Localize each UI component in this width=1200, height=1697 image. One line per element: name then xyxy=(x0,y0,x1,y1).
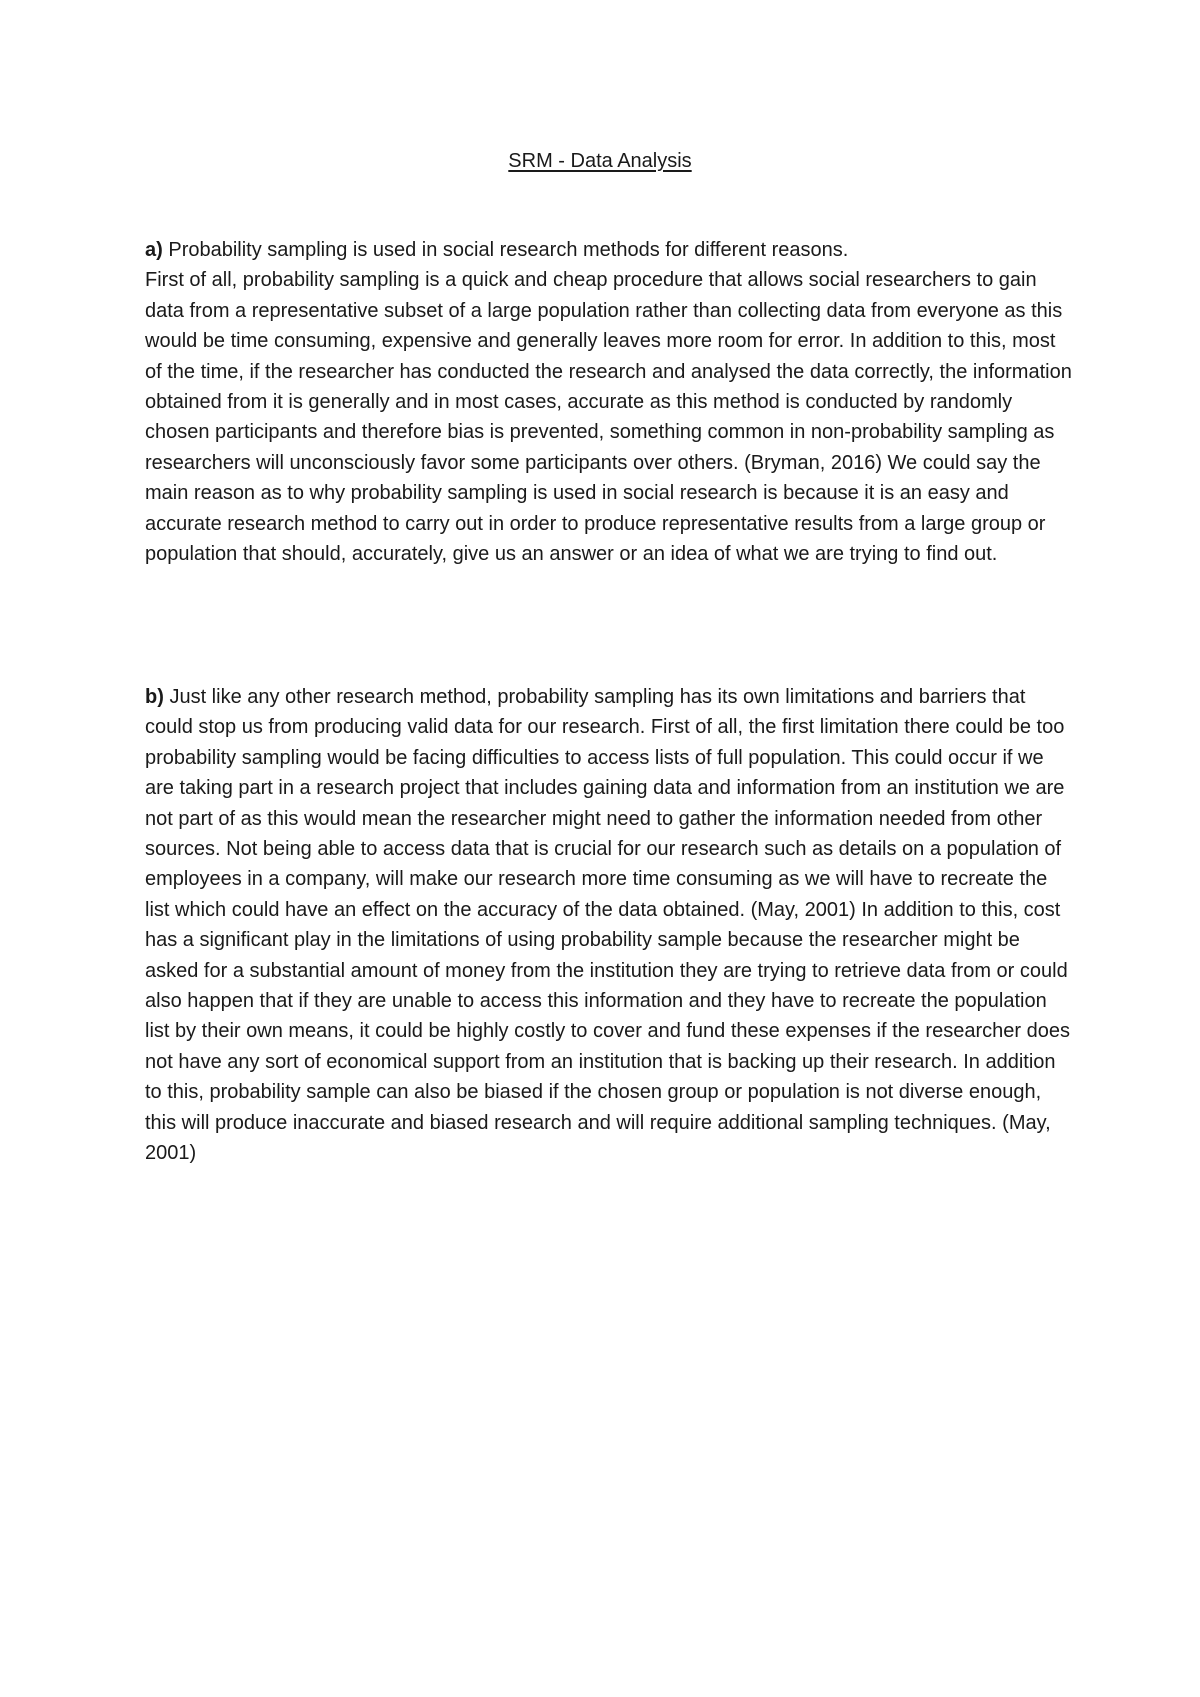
section-b xyxy=(145,682,1075,1169)
section-a xyxy=(145,235,1075,569)
document-title: SRM - Data Analysis xyxy=(508,150,692,172)
section-b-body: Just like any other research method, probability sampling has its own limitations and barriers that could stop us from producing valid data for our research. First of all, the first limitation there could be too probability sampling would be facing difficulties to access lists of full population. This could occur if we are taking part in a research project that includes gaining data and information from an institution we are not part of as this would mean the researcher might need to gather the information needed from other sources. Not being able to access data that is crucial for our research such as details on a population of employees in a company, will make our research more time consuming as we will have to recreate the list which could have an effect on the accuracy of the data obtained. (May, 2001) In addition to this, cost has a significant play in the limitations of using probability sample because the researcher might be asked for a substantial amount of money from the institution they are trying to retrieve data from or could also happen that if they are unable to access this information and they have to recreate the population list by their own means, it could be highly costly to cover and fund these expenses if the researcher does not have any sort of economical support from an institution that is backing up their research. In addition to this, probability sample can also be biased if the chosen group or population is not diverse enough, this will produce inaccurate and biased research and will require additional sampling techniques. (May, 2001) xyxy=(145,686,1070,1165)
section-b-paragraph xyxy=(145,682,1075,1169)
section-a-label: a) xyxy=(145,239,163,261)
section-a-intro-paragraph xyxy=(145,235,1075,265)
section-b-label: b) xyxy=(145,686,164,708)
section-a-body: First of all, probability sampling is a quick and cheap procedure that allows social researchers to gain data from a representative subset of a large population rather than collecting data from everyone as this would be time consuming, expensive and generally leaves more room for error. In addition to this, most of the time, if the researcher has conducted the research and analysed the data correctly, the information obtained from it is generally and in most cases, accurate as this method is conducted by randomly chosen participants and therefore bias is prevented, something common in non-probability sampling as researchers will unconsciously favor some participants over others. (Bryman, 2016) We could say the main reason as to why probability sampling is used in social research is because it is an easy and accurate research method to carry out in order to produce representative results from a large group or population that should, accurately, give us an answer or an idea of what we are trying to find out. xyxy=(145,269,1072,566)
section-a-intro: Probability sampling is used in social research methods for different reasons. xyxy=(162,239,849,261)
